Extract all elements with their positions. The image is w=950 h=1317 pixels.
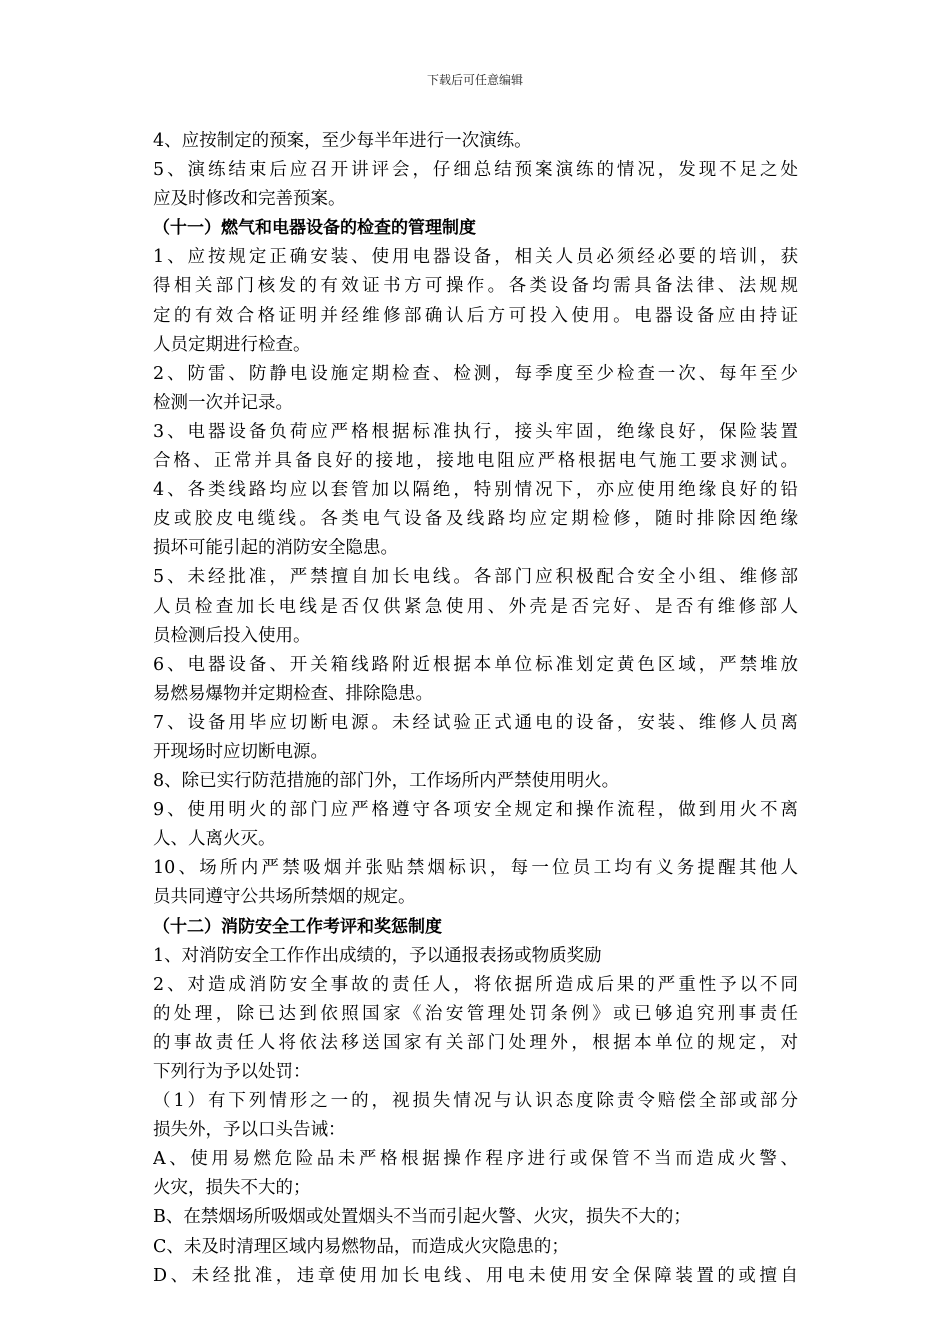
paragraph-line: 损坏可能引起的消防安全隐患。: [153, 538, 398, 559]
paragraph-line: 5、未经批准，严禁擅自加长电线。各部门应积极配合安全小组、维修部: [153, 567, 798, 588]
paragraph-line: 的处理，除已达到依照国家《治安管理处罚条例》或已够追究刑事责任: [153, 1003, 798, 1024]
paragraph-line: 4、各类线路均应以套管加以隔绝，特别情况下，亦应使用绝缘良好的铅: [153, 480, 798, 501]
document-body: [153, 127, 798, 1291]
section-heading: （十二）消防安全工作考评和奖惩制度: [153, 916, 442, 937]
paragraph-line: 员检测后投入使用。: [153, 625, 311, 646]
paragraph-line: 1、对消防安全工作作出成绩的，予以通报表扬或物质奖励: [153, 945, 602, 966]
paragraph-line: 损失外，予以口头告诫：: [153, 1120, 346, 1141]
paragraph-line: 得相关部门核发的有效证书方可操作。各类设备均需具备法律、法规规: [153, 276, 798, 297]
paragraph-line: D、未经批准，违章使用加长电线、用电未使用安全保障装置的或擅自: [153, 1265, 798, 1286]
paragraph-line: 人、人离火灭。: [153, 829, 276, 850]
paragraph-line: 应及时修改和完善预案。: [153, 189, 346, 210]
paragraph-line: 火灾，损失不大的；: [153, 1178, 311, 1199]
paragraph-line: 检测一次并记录。: [153, 392, 293, 413]
paragraph-line: C、未及时清理区域内易燃物品，而造成火灾隐患的；: [153, 1236, 569, 1257]
paragraph-line: 6、电器设备、开关箱线路附近根据本单位标准划定黄色区域，严禁堆放: [153, 654, 798, 675]
paragraph-line: 定的有效合格证明并经维修部确认后方可投入使用。电器设备应由持证: [153, 305, 798, 326]
paragraph-line: 的事故责任人将依法移送国家有关部门处理外，根据本单位的规定，对: [153, 1032, 798, 1053]
paragraph-line: 9、使用明火的部门应严格遵守各项安全规定和操作流程，做到用火不离: [153, 800, 798, 821]
paragraph-line: B、在禁烟场所吸烟或处置烟头不当而引起火警、火灾，损失不大的；: [153, 1207, 691, 1228]
paragraph-line: 开现场时应切断电源。: [153, 741, 328, 762]
paragraph-line: 人员检查加长电线是否仅供紧急使用、外壳是否完好、是否有维修部人: [153, 596, 798, 617]
paragraph-line: 8、除已实行防范措施的部门外，工作场所内严禁使用明火。: [153, 771, 620, 792]
paragraph-line: 员共同遵守公共场所禁烟的规定。: [153, 887, 416, 908]
paragraph-line: （1）有下列情形之一的，视损失情况与认识态度除责令赔偿全部或部分: [153, 1091, 798, 1112]
paragraph-line: 合格、正常并具备良好的接地，接地电阻应严格根据电气施工要求测试。: [153, 451, 798, 472]
paragraph-line: 1、应按规定正确安装、使用电器设备，相关人员必须经必要的培训，获: [153, 247, 798, 268]
paragraph-line: 10、场所内严禁吸烟并张贴禁烟标识，每一位员工均有义务提醒其他人: [153, 858, 798, 879]
paragraph-line: A、使用易燃危险品未严格根据操作程序进行或保管不当而造成火警、: [153, 1149, 798, 1170]
section-heading: （十一）燃气和电器设备的检查的管理制度: [153, 218, 476, 239]
paragraph-line: 易燃易爆物并定期检查、排除隐患。: [153, 683, 433, 704]
paragraph-line: 下列行为予以处罚：: [153, 1062, 311, 1082]
page-header-note: 下载后可任意编辑: [426, 73, 523, 87]
paragraph-line: 4、应按制定的预案，至少每半年进行一次演练。: [153, 131, 532, 151]
paragraph-line: 2、防雷、防静电设施定期检查、检测，每季度至少检查一次、每年至少: [153, 363, 798, 384]
paragraph-line: 人员定期进行检查。: [153, 334, 311, 355]
paragraph-line: 皮或胶皮电缆线。各类电气设备及线路均应定期检修，随时排除因绝缘: [153, 509, 798, 530]
paragraph-line: 5、演练结束后应召开讲评会，仔细总结预案演练的情况，发现不足之处: [153, 160, 798, 181]
paragraph-line: 3、电器设备负荷应严格根据标准执行，接头牢固，绝缘良好，保险装置: [153, 421, 798, 442]
paragraph-line: 7、设备用毕应切断电源。未经试验正式通电的设备，安装、维修人员离: [153, 712, 798, 733]
paragraph-line: 2、对造成消防安全事故的责任人，将依据所造成后果的严重性予以不同: [153, 974, 798, 995]
